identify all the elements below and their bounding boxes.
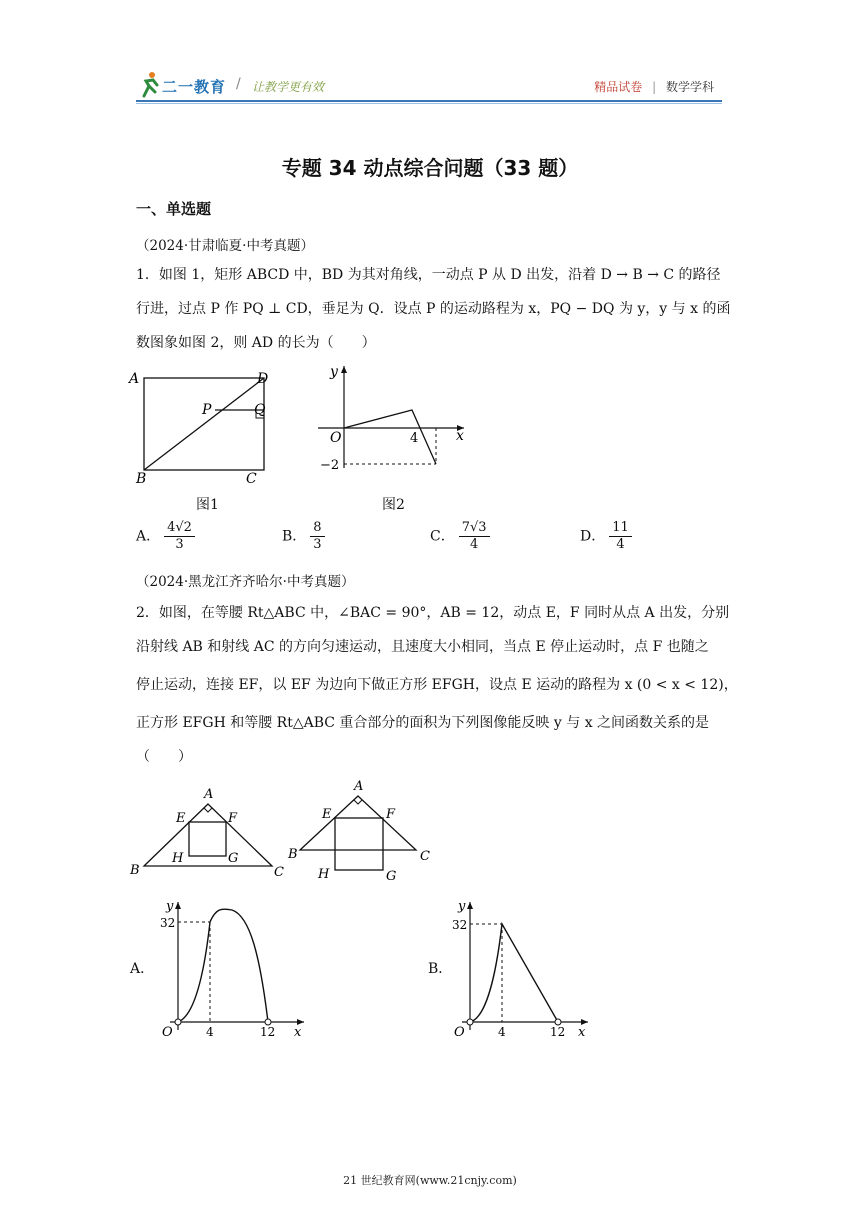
q1-option-C[interactable]: C． $\frac{7√3}{4}$ [430,520,490,553]
svg-text:F: F [228,811,238,826]
fig2-label-neg2: −2 [320,458,340,473]
header-subject [594,78,714,95]
q2-option-B-graph[interactable] [452,896,602,1038]
svg-text:C: C [420,849,430,864]
section-heading: 一、单选题 [136,200,212,218]
svg-text:x: x [294,1025,302,1038]
svg-text:O: O [162,1025,173,1038]
svg-text:H: H [318,867,330,882]
brand-logo [138,70,368,100]
brand-separator: / [236,76,241,92]
header-premium-label: 精品试卷 [594,80,643,94]
q2-triangle-figure1 [128,782,288,882]
fig1-label-A: A [129,371,140,387]
svg-text:4: 4 [206,1025,214,1038]
q1-text-line1: 1．如图 1，矩形 ABCD 中，BD 为其对角线，一动点 P 从 D 出发，沿着 D → B → C 的路径 [136,267,721,283]
svg-text:y: y [166,899,174,914]
header-subject-label: 数学学科 [665,80,714,94]
svg-text:C: C [274,865,284,880]
brand-name: 二一教育 [162,78,227,96]
q2-triangle-figure2 [286,776,436,886]
svg-text:B: B [130,863,140,878]
svg-text:A: A [204,787,214,802]
fig2-label-y: y [330,364,338,380]
fig2-label-x: x [456,428,464,444]
fig1-label-Q: Q [254,402,266,418]
svg-text:12: 12 [260,1025,276,1038]
q2-option-A-graph[interactable] [160,896,310,1038]
svg-text:F: F [386,807,396,822]
fig1-label-C: C [246,471,257,487]
svg-text:E: E [322,807,332,822]
fig2-label-4: 4 [410,431,419,446]
q2-text-line4: 正方形 EFGH 和等腰 Rt△ABC 重合部分的面积为下列图像能反映 y 与 x 之间函数关系的是 [136,715,710,731]
q1-option-A[interactable]: A． $\frac{4√2}{3}$ [136,520,195,553]
q1-text-line2: 行进，过点 P 作 PQ ⊥ CD，垂足为 Q．设点 P 的运动路程为 x，PQ − DQ 为 y，y 与 x 的函 [136,301,731,317]
svg-text:H: H [172,851,184,866]
q2-text-line2: 沿射线 AB 和射线 AC 的方向匀速运动，且速度大小相同，当点 E 停止运动时，点 F 也随之 [136,639,709,655]
svg-text:O: O [454,1025,465,1038]
page-footer: 21 世纪教育网(www.21cnjy.com) [343,1174,517,1187]
svg-text:32: 32 [160,916,176,930]
brand-slogan: 让教学更有效 [252,80,325,94]
svg-text:4: 4 [498,1025,506,1038]
q1-option-D[interactable]: D． $\frac{11}{4}$ [580,520,632,553]
svg-text:G: G [228,851,239,866]
page-title: 专题 34 动点综合问题（33 题） [281,156,579,180]
fig1-label-P: P [202,402,212,418]
fig1-label-B: B [136,471,147,487]
q1-figure2 [318,364,476,488]
q2-text-line1: 2．如图，在等腰 Rt△ABC 中，∠BAC = 90°，AB = 12，动点 E，F 同时从点 A 出发，分别 [136,605,730,621]
q1-option-B[interactable]: B． $\frac{8}{3}$ [282,520,325,553]
svg-text:G: G [386,869,397,884]
svg-text:y: y [458,899,466,914]
header-rule [136,100,722,102]
q1-figure1 [126,366,276,490]
q1-source: （2024·甘肃临夏·中考真题） [136,238,314,254]
svg-text:x: x [578,1025,586,1038]
q1-text-line3: 数图象如图 2，则 AD 的长为（ ） [136,335,376,351]
q2-option-A-label[interactable]: A． [130,961,155,977]
svg-text:A: A [354,779,364,794]
q1-fig2-caption: 图2 [382,497,405,513]
q1-fig1-caption: 图1 [196,497,219,513]
svg-text:B: B [288,847,298,862]
svg-text:32: 32 [452,918,468,932]
q2-text-line5: （ ） [136,749,192,765]
q2-source: （2024·黑龙江齐齐哈尔·中考真题） [136,574,355,590]
q2-text-line3: 停止运动，连接 EF，以 EF 为边向下做正方形 EFGH，设点 E 运动的路程为 x (0 < x < 12)， [136,677,738,693]
svg-text:12: 12 [550,1025,566,1038]
svg-text:E: E [176,811,186,826]
header-rule-thin [136,103,722,104]
fig2-label-O: O [330,430,342,446]
runner-icon [138,70,160,98]
fig1-label-D: D [257,371,269,387]
header-separator: | [652,80,657,94]
q2-option-B-label[interactable]: B． [428,961,453,977]
